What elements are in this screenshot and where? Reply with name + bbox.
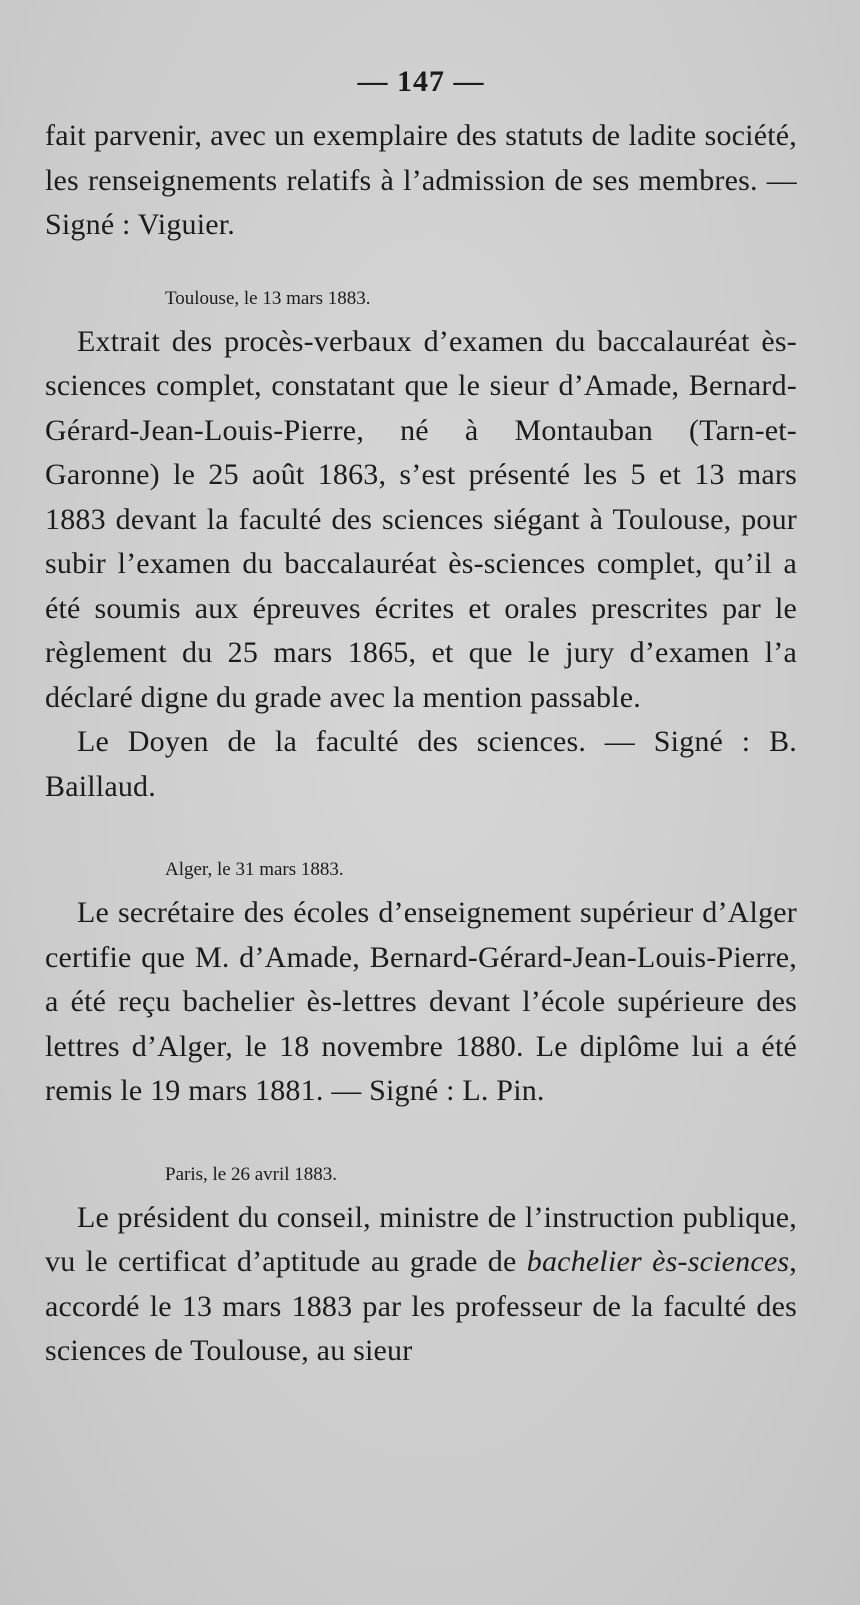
paragraph-secretaire: Le secrétaire des écoles d’enseignement supérieur d’Alger certifie que M. d’Amade, Bernard-Gérard-Jean-Louis-Pierre, a été reçu bachelier ès-lettres devant l’école supérieure des lettres d’Alger, le 18 novembre 1880. Le diplôme lui a été remis le 19 mars 1881. — Signé : L. Pin. — [45, 896, 797, 1107]
paragraph-president — [45, 1196, 797, 1374]
dateline-paris: Paris, le 26 avril 1883. — [165, 1163, 338, 1185]
paragraph-president-text-a: Le président du conseil, ministre de l’instruction publique, vu le certificat d’aptitude au grade de — [45, 1200, 797, 1278]
dateline-alger: Alger, le 31 mars 1883. — [165, 859, 344, 880]
paragraph-extrait: Extrait des procès-verbaux d’examen du baccalauréat ès-sciences complet, constatant que le sieur d’Amade, Bernard-Gérard-Jean-Louis-Pierre, né à Montauban (Tarn-et-Garonne) le 25 août 1863, s’est présenté les 5 et 13 mars 1883 devant la faculté des sciences siégant à Toulouse, pour subir l’examen du baccalauréat ès-sciences complet, qu’il a été soumis aux épreuves écrites et orales prescrites par le règlement du 25 mars 1865, et que le jury d’examen l’a déclaré digne du grade avec la mention passable. — [45, 324, 797, 714]
paragraph-doyen-signature: Le Doyen de la faculté des sciences. — Signé : B. Baillaud. — [45, 725, 797, 803]
page-body — [45, 62, 797, 1374]
dateline-toulouse: Toulouse, le 13 mars 1883. — [165, 287, 371, 309]
page-number: — 147 — — [357, 65, 485, 98]
paragraph-president-text-b: , accordé le 13 mars 1883 par les professeur de la faculté des sciences de Toulouse, au sieur — [45, 1245, 797, 1367]
paragraph-president-italic: bachelier ès-sciences — [526, 1245, 790, 1278]
paragraph-continuation: fait parvenir, avec un exemplaire des statuts de ladite société, les renseignements relatifs à l’admission de ses membres. — Signé : Viguier. — [45, 119, 797, 241]
